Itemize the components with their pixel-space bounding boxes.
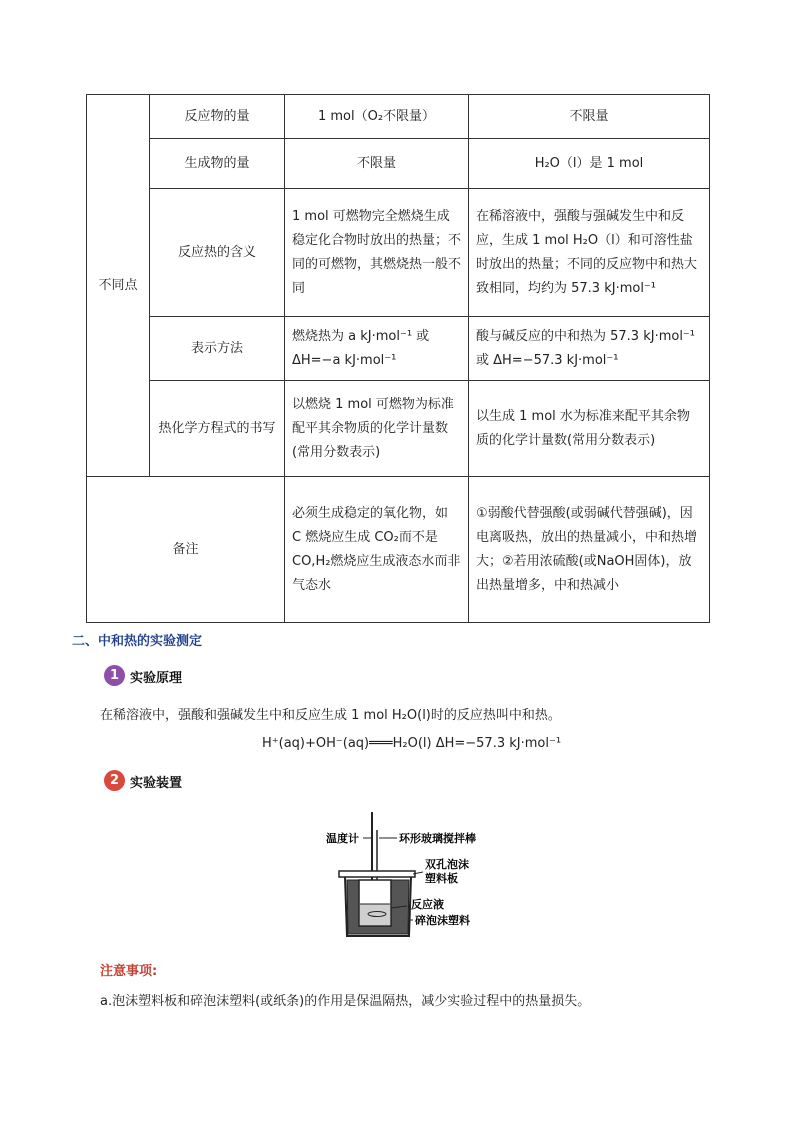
label-thermometer: 温度计 xyxy=(326,832,359,845)
product-combustion: 不限量 xyxy=(285,139,469,189)
label-stirrer: 环形玻璃搅拌棒 xyxy=(399,832,476,845)
principle-text: 在稀溶液中，强酸和强碱发生中和反应生成 1 mol H₂O(l)时的反应热叫中和热。 xyxy=(100,708,561,723)
reactant-label: 反应物的量 xyxy=(150,95,285,139)
neutralization-equation: H⁺(aq)+OH⁻(aq)═══H₂O(l) ΔH=−57.3 kJ·mol⁻¹ xyxy=(262,736,562,751)
principle-heading: 实验原理 xyxy=(130,671,183,686)
reactant-neutralization: 不限量 xyxy=(469,95,710,139)
equation-combustion: 以燃烧 1 mol 可燃物为标准配平其余物质的化学计量数(常用分数表示) xyxy=(285,381,469,477)
notes-heading: 注意事项: xyxy=(100,964,158,979)
step-badge-2: 2 xyxy=(104,770,125,791)
product-neutralization: H₂O（l）是 1 mol xyxy=(469,139,710,189)
remark-label: 备注 xyxy=(87,477,285,623)
label-liquid: 反应液 xyxy=(411,898,444,911)
equation-neutralization: 以生成 1 mol 水为标准来配平其余物质的化学计量数(常用分数表示) xyxy=(469,381,710,477)
remark-neutralization: ①弱酸代替强酸(或弱碱代替强碱)，因电离吸热，放出的热量减小，中和热增大；②若用浓硫酸(或NaOH固体)，放出热量增多，中和热减小 xyxy=(469,477,710,623)
comparison-table xyxy=(86,94,710,623)
note-a: a.泡沫塑料板和碎泡沫塑料(或纸条)的作用是保温隔热，减少实验过程中的热量损失。 xyxy=(100,994,591,1009)
label-board-2: 塑料板 xyxy=(425,872,458,885)
apparatus-heading: 实验装置 xyxy=(130,776,183,791)
express-combustion: 燃烧热为 a kJ·mol⁻¹ 或 ΔH=−a kJ·mol⁻¹ xyxy=(285,317,469,381)
diff-label-cell: 不同点 xyxy=(87,95,150,477)
meaning-label: 反应热的含义 xyxy=(150,189,285,317)
meaning-combustion: 1 mol 可燃物完全燃烧生成稳定化合物时放出的热量；不同的可燃物，其燃烧热一般不同 xyxy=(285,189,469,317)
remark-combustion: 必须生成稳定的氧化物，如 C 燃烧应生成 CO₂而不是 CO,H₂燃烧应生成液态水而非气态水 xyxy=(285,477,469,623)
section-heading: 二、中和热的实验测定 xyxy=(72,634,203,649)
product-label: 生成物的量 xyxy=(150,139,285,189)
step-badge-1: 1 xyxy=(104,665,125,686)
calorimeter-diagram xyxy=(325,808,495,944)
label-foam: 碎泡沫塑料 xyxy=(415,914,470,927)
label-board-1: 双孔泡沫 xyxy=(425,858,469,871)
equation-label: 热化学方程式的书写 xyxy=(150,381,285,477)
express-neutralization: 酸与碱反应的中和热为 57.3 kJ·mol⁻¹或 ΔH=−57.3 kJ·mol⁻¹ xyxy=(469,317,710,381)
express-label: 表示方法 xyxy=(150,317,285,381)
meaning-neutralization: 在稀溶液中，强酸与强碱发生中和反应，生成 1 mol H₂O（l）和可溶性盐时放出的热量；不同的反应物中和热大致相同，均约为 57.3 kJ·mol⁻¹ xyxy=(469,189,710,317)
reactant-combustion: 1 mol（O₂不限量） xyxy=(285,95,469,139)
